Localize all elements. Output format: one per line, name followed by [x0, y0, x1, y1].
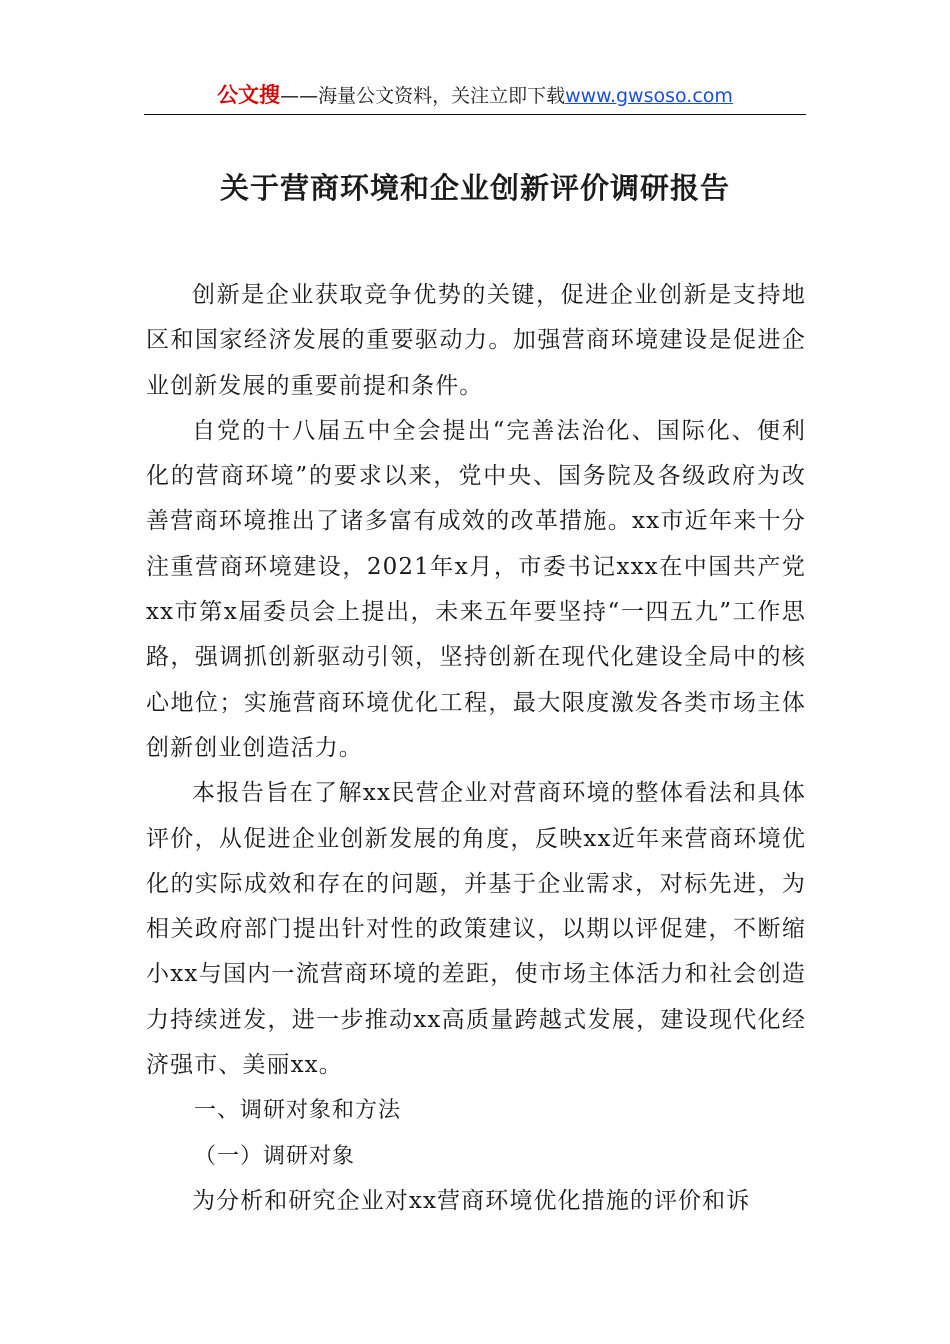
document-title: 关于营商环境和企业创新评价调研报告	[219, 171, 730, 205]
paragraph: 本报告旨在了解xx民营企业对营商环境的整体看法和具体评价，从促进企业创新发展的角度，反映xx近年来营商环境优化的实际成效和存在的问题，并基于企业需求，对标先进，为相关政府部门提出针对性的政策建议，以期以评促建，不断缩小xx与国内一流营商环境的差距，使市场主体活力和社会创造力持续迸发，进一步推动xx高质量跨越式发展，建设现代化经济强市、美丽xx。	[146, 780, 806, 1079]
document-body	[146, 273, 806, 1224]
subsection-heading: （一）调研对象	[194, 1143, 356, 1169]
paragraph: 为分析和研究企业对xx营商环境优化措施的评价和诉	[192, 1187, 751, 1214]
header-divider	[144, 114, 806, 115]
site-link[interactable]: www.gwsoso.com	[565, 85, 733, 107]
site-header	[0, 80, 950, 111]
paragraph: 创新是企业获取竞争优势的关键，促进企业创新是支持地区和国家经济发展的重要驱动力。加强营商环境建设是促进企业创新发展的重要前提和条件。	[146, 282, 806, 399]
paragraph: 自党的十八届五中全会提出“完善法治化、国际化、便利化的营商环境”的要求以来，党中央、国务院及各级政府为改善营商环境推出了诸多富有成效的改革措施。xx市近年来十分注重营商环境建设，2021年x月，市委书记xxx在中国共产党xx市第x届委员会上提出，未来五年要坚持“一四五九”工作思路，强调抓创新驱动引领，坚持创新在现代化建设全局中的核心地位；实施营商环境优化工程，最大限度激发各类市场主体创新创业创造活力。	[146, 417, 806, 761]
header-tagline: ——海量公文资料，关注立即下载	[280, 85, 566, 107]
section-heading: 一、调研对象和方法	[194, 1098, 402, 1124]
brand-logo-text: 公文搜	[217, 83, 281, 107]
